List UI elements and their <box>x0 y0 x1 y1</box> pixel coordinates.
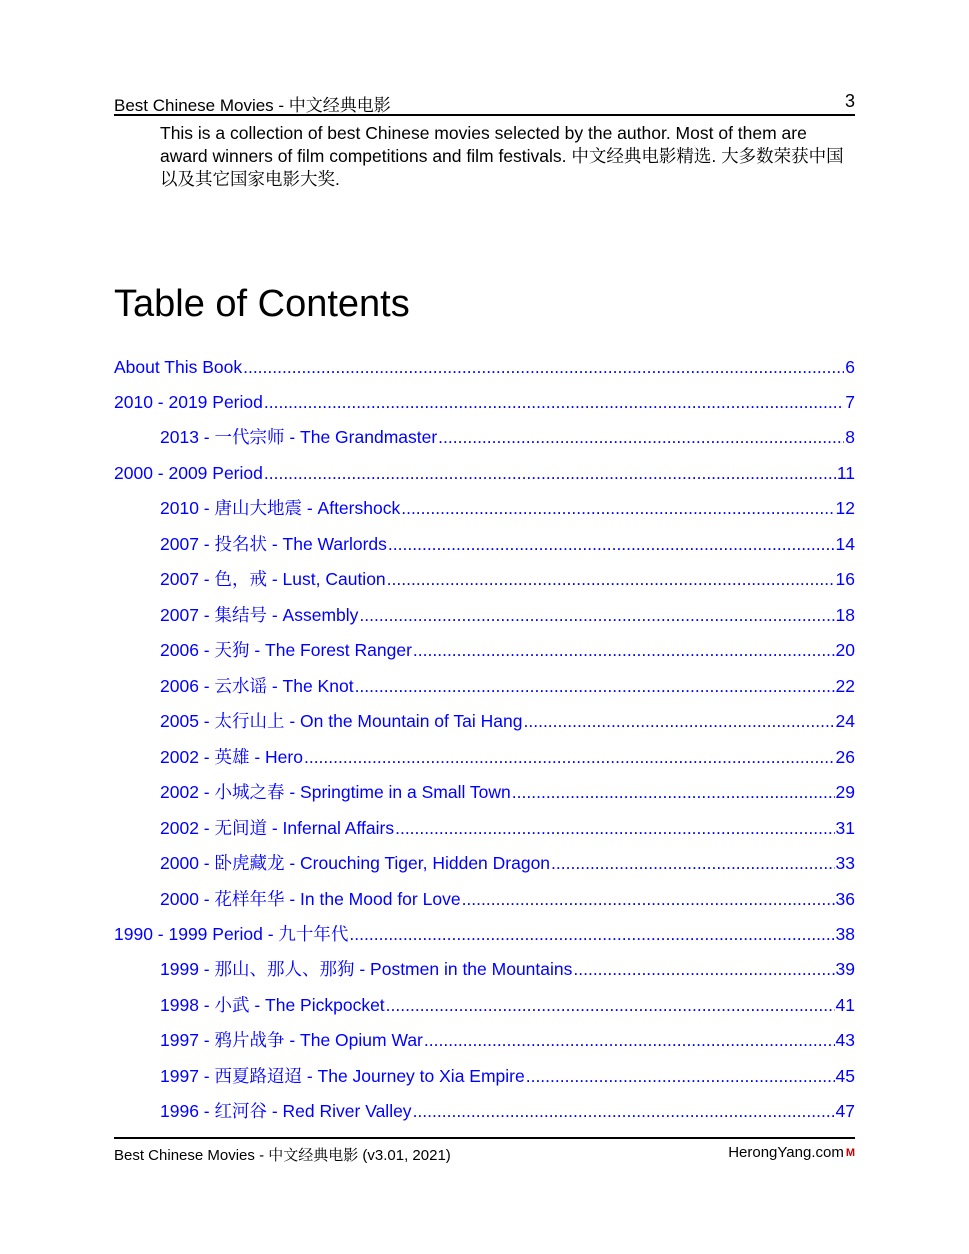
toc-entry-page: 6 <box>845 357 855 377</box>
toc-entry-2000-2009-period[interactable] <box>114 460 855 486</box>
toc-entry-label: 2006 - 天狗 - The Forest Ranger <box>160 640 412 660</box>
toc-leader-dots <box>424 1027 835 1053</box>
footer-site-name: HerongYang.com <box>728 1144 844 1161</box>
brand-logo-icon: M <box>845 1147 855 1159</box>
toc-entry-label: 2002 - 无间道 - Infernal Affairs <box>160 818 395 838</box>
toc-entry-label: 2006 - 云水谣 - The Knot <box>160 676 354 696</box>
header-page-number: 3 <box>844 91 855 111</box>
toc-leader-dots <box>413 637 835 663</box>
toc-leader-dots <box>395 815 834 841</box>
toc-entry-label: 1999 - 那山、那人、那狗 - Postmen in the Mountains <box>160 959 573 979</box>
toc-entry-label: 1997 - 鸦片战争 - The Opium War <box>160 1030 423 1050</box>
toc-leader-dots <box>349 921 834 947</box>
toc-entry-the-warlords[interactable] <box>160 531 855 557</box>
toc-leader-dots <box>413 1098 835 1124</box>
footer-site <box>728 1144 855 1161</box>
toc-entry-page: 16 <box>835 569 855 589</box>
toc-entry-in-the-mood-for-love[interactable] <box>160 886 855 912</box>
toc-leader-dots <box>512 779 835 805</box>
toc-entry-infernal-affairs[interactable] <box>160 815 855 841</box>
toc-entry-label: 1996 - 红河谷 - Red River Valley <box>160 1101 412 1121</box>
toc-entry-label: 2000 - 卧虎藏龙 - Crouching Tiger, Hidden Dragon <box>160 853 551 873</box>
toc-entry-page: 45 <box>835 1066 855 1086</box>
toc-leader-dots <box>264 460 836 486</box>
toc-leader-dots <box>551 850 834 876</box>
toc-entry-page: 41 <box>835 995 855 1015</box>
intro-paragraph: This is a collection of best Chinese movies selected by the author. Most of them are award winners of film competitions and film festivals. 中文经典电影精选. 大多数荣获中国以及其它国家电影大奖. <box>160 123 844 189</box>
toc-entry-2010-2019-period[interactable] <box>114 389 855 415</box>
toc-entry-aftershock[interactable] <box>160 495 855 521</box>
toc-entry-page: 24 <box>835 711 855 731</box>
toc-leader-dots <box>304 744 835 770</box>
toc-entry-page: 8 <box>845 427 855 447</box>
toc-entry-label: 2007 - 色，戒 - Lust, Caution <box>160 569 386 589</box>
toc-entry-page: 12 <box>835 498 855 518</box>
toc-entry-page: 26 <box>835 747 855 767</box>
toc-entry-the-knot[interactable] <box>160 673 855 699</box>
toc-leader-dots <box>386 992 835 1018</box>
toc-entry-hero[interactable] <box>160 744 855 770</box>
toc-leader-dots <box>438 424 844 450</box>
toc-heading: Table of Contents <box>114 283 410 325</box>
toc-leader-dots <box>462 886 835 912</box>
toc-entry-page: 39 <box>835 959 855 979</box>
header-title: Best Chinese Movies - 中文经典电影 <box>114 96 391 115</box>
toc-entry-lust-caution[interactable] <box>160 566 855 592</box>
toc-entry-label: 2000 - 2009 Period <box>114 463 263 483</box>
toc-entry-page: 7 <box>845 392 855 412</box>
toc-entry-page: 11 <box>836 463 855 483</box>
toc-entry-label: 2002 - 英雄 - Hero <box>160 747 303 767</box>
toc-leader-dots <box>387 566 835 592</box>
toc-leader-dots <box>388 531 835 557</box>
toc-entry-label: 2010 - 2019 Period <box>114 392 263 412</box>
toc-entry-postmen-in-the-mountains[interactable] <box>160 956 855 982</box>
toc-entry-red-river-valley[interactable] <box>160 1098 855 1124</box>
page-footer <box>114 1137 855 1167</box>
footer-book-title: Best Chinese Movies - 中文经典电影 (v3.01, 2021) <box>114 1147 451 1164</box>
toc-entry-page: 14 <box>835 534 855 554</box>
toc-entry-assembly[interactable] <box>160 602 855 628</box>
toc-leader-dots <box>401 495 834 521</box>
toc-entry-page: 43 <box>835 1030 855 1050</box>
toc-entry-label: 2010 - 唐山大地震 - Aftershock <box>160 498 401 518</box>
toc-entry-label: 2013 - 一代宗师 - The Grandmaster <box>160 427 438 447</box>
toc-entry-label: 2007 - 投名状 - The Warlords <box>160 534 387 554</box>
toc-leader-dots <box>573 956 834 982</box>
toc-entry-page: 29 <box>835 782 855 802</box>
toc-entry-page: 33 <box>835 853 855 873</box>
toc-leader-dots <box>243 354 844 380</box>
toc-entry-label: 2002 - 小城之春 - Springtime in a Small Town <box>160 782 511 802</box>
toc-entry-crouching-tiger-hidden-dragon[interactable] <box>160 850 855 876</box>
toc-entry-1990-1999-period[interactable] <box>114 921 855 947</box>
toc-entry-page: 38 <box>835 924 855 944</box>
toc-entry-the-opium-war[interactable] <box>160 1027 855 1053</box>
toc-entry-page: 36 <box>835 889 855 909</box>
toc-entry-label: 2007 - 集结号 - Assembly <box>160 605 359 625</box>
toc-leader-dots <box>526 1063 835 1089</box>
toc-entry-label: About This Book <box>114 357 243 377</box>
toc-entry-label: 2000 - 花样年华 - In the Mood for Love <box>160 889 461 909</box>
toc-entry-label: 1990 - 1999 Period - 九十年代 <box>114 924 349 944</box>
toc-entry-label: 1998 - 小武 - The Pickpocket <box>160 995 385 1015</box>
toc-leader-dots <box>524 708 835 734</box>
toc-entry-label: 2005 - 太行山上 - On the Mountain of Tai Hang <box>160 711 523 731</box>
toc-leader-dots <box>355 673 835 699</box>
toc-entry-page: 20 <box>835 640 855 660</box>
toc-entry-page: 18 <box>835 605 855 625</box>
toc-entry-the-pickpocket[interactable] <box>160 992 855 1018</box>
toc-entry-the-journey-to-xia-empire[interactable] <box>160 1063 855 1089</box>
toc-leader-dots <box>359 602 834 628</box>
toc-entry-about-this-book[interactable] <box>114 354 855 380</box>
toc-entry-page: 47 <box>835 1101 855 1121</box>
toc-entry-label: 1997 - 西夏路迢迢 - The Journey to Xia Empire <box>160 1066 525 1086</box>
toc-entry-the-grandmaster[interactable] <box>160 424 855 450</box>
page-header <box>114 90 855 116</box>
toc-leader-dots <box>264 389 844 415</box>
toc-entry-the-forest-ranger[interactable] <box>160 637 855 663</box>
toc-entry-on-the-mountain-of-tai-hang[interactable] <box>160 708 855 734</box>
toc-entry-page: 31 <box>835 818 855 838</box>
toc-entry-page: 22 <box>835 676 855 696</box>
toc-entry-springtime-in-a-small-town[interactable] <box>160 779 855 805</box>
